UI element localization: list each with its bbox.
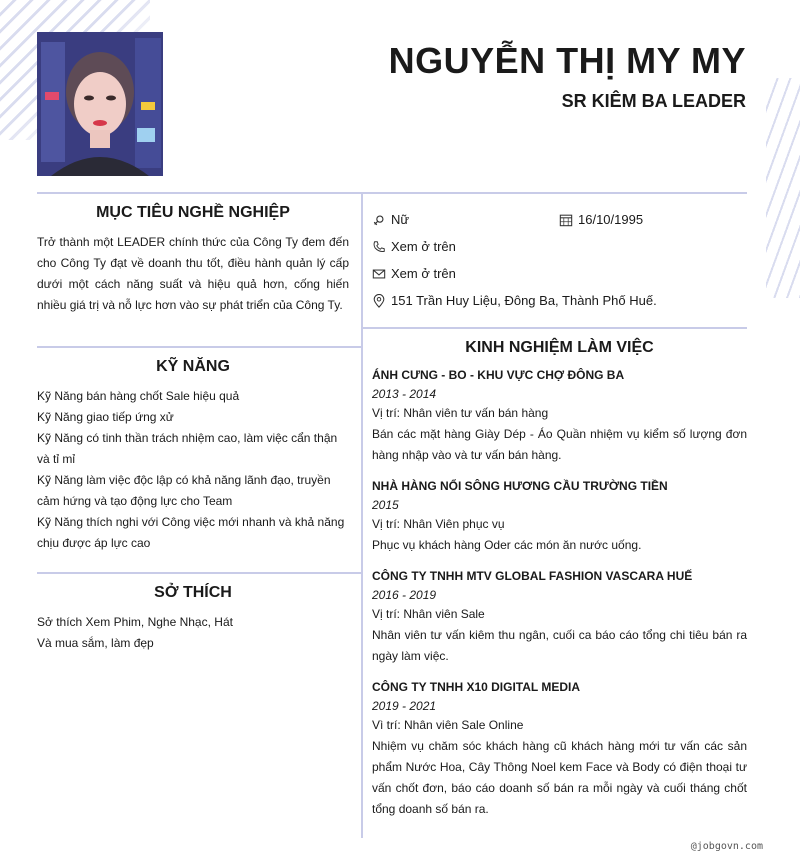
email-value[interactable]: Xem ở trên [391, 266, 456, 281]
candidate-job-title: SR KIÊM BA LEADER [561, 91, 746, 111]
gender-birthday-row [363, 206, 747, 233]
hobbies-section [37, 574, 361, 654]
email-row [363, 260, 747, 287]
experience-company: NHÀ HÀNG NỔI SÔNG HƯƠNG CẦU TRƯỜNG TIỀN [372, 479, 668, 493]
address-row [363, 287, 747, 314]
skill-item: Kỹ Năng bán hàng chốt Sale hiệu quả [37, 389, 240, 403]
experience-company: CÔNG TY TNHH MTV GLOBAL FASHION VASCARA HUẾ [372, 569, 693, 583]
experience-item [372, 476, 747, 556]
hobby-item: Và mua sắm, làm đẹp [37, 636, 154, 650]
right-column [363, 194, 747, 830]
candidate-name: NGUYỄN THỊ MY MY [388, 40, 746, 81]
experience-position: Vị trí: Nhân viên tư vấn bán hàng [372, 406, 549, 420]
birthday-cell [559, 212, 643, 227]
experience-period: 2013 - 2014 [372, 387, 437, 401]
experience-period: 2019 - 2021 [372, 699, 437, 713]
experience-description: Phục vụ khách hàng Oder các món ăn nước uống. [372, 538, 642, 552]
skill-item: Kỹ Năng thích nghi với Công việc mới nhanh và khả năng chịu được áp lực cao [37, 515, 345, 550]
objective-section [37, 194, 361, 336]
address-value: 151 Trần Huy Liệu, Đông Ba, Thành Phố Huế. [391, 293, 657, 308]
profile-photo-illustration [37, 32, 163, 176]
experience-period: 2016 - 2019 [372, 588, 437, 602]
contact-section [363, 194, 747, 327]
experience-position: Vì trí: Nhân viên Sale Online [372, 718, 524, 732]
skill-item: Kỹ Năng giao tiếp ứng xử [37, 410, 174, 424]
experience-company: CÔNG TY TNHH X10 DIGITAL MEDIA [372, 680, 581, 694]
phone-icon [372, 240, 386, 254]
experience-item [372, 677, 747, 820]
envelope-icon [372, 267, 386, 281]
calendar-icon [559, 213, 573, 227]
experience-company: ÁNH CƯNG - BO - KHU VỰC CHỢ ĐÔNG BA [372, 368, 625, 382]
gender-cell [372, 212, 559, 227]
phone-value[interactable]: Xem ở trên [391, 239, 456, 254]
experience-position: Vị trí: Nhân viên Sale [372, 607, 485, 621]
profile-photo [37, 32, 163, 176]
skills-section [37, 348, 361, 572]
phone-row [363, 233, 747, 260]
skills-heading: KỸ NĂNG [156, 358, 230, 375]
birthday-value: 16/10/1995 [578, 212, 644, 227]
skills-list [37, 386, 349, 554]
objective-heading: MỤC TIÊU NGHỀ NGHIỆP [96, 204, 290, 221]
experience-section [363, 329, 747, 820]
experience-list [372, 365, 747, 820]
hobbies-heading: SỞ THÍCH [154, 584, 232, 601]
experience-description: Bán các mặt hàng Giày Dép - Áo Quần nhiệm vụ kiểm số lượng đơn hàng nhập vào và tư vấn bán hàng. [372, 427, 747, 462]
experience-position: Vị trí: Nhân Viên phục vụ [372, 517, 505, 531]
left-column [37, 194, 361, 654]
experience-description: Nhân viên tư vấn kiêm thu ngân, cuối ca báo cáo tổng chi tiêu bán ra ngày làm việc. [372, 628, 747, 663]
gender-value: Nữ [391, 212, 410, 227]
hobbies-list [37, 612, 349, 654]
objective-text: Trở thành một LEADER chính thức của Công Ty đem đến cho Công Ty đạt về doanh thu tốt, điều hành quản lý cấp dưới một cách năng suất và hiệu quả hơn, cống hiến nhiều giá trị và nỗ lực hơn vào sự phát triển của Công Ty. [37, 235, 349, 312]
hobby-item: Sở thích Xem Phim, Nghe Nhạc, Hát [37, 615, 233, 629]
location-pin-icon [372, 294, 386, 308]
experience-period: 2015 [372, 498, 399, 512]
skill-item: Kỹ Năng có tinh thần trách nhiệm cao, làm việc cẩn thận và tỉ mỉ [37, 431, 338, 466]
gender-icon [372, 213, 386, 227]
experience-item [372, 365, 747, 466]
experience-item [372, 566, 747, 667]
decorative-stripes-right [766, 78, 800, 298]
skill-item: Kỹ Năng làm việc độc lập có khả năng lãnh đạo, truyền cảm hứng và tạo động lực cho Team [37, 473, 331, 508]
experience-description: Nhiệm vụ chăm sóc khách hàng cũ khách hàng mới tư vấn các sản phẩm Nước Hoa, Cây Thông Noel kem Face và Body có điện thoại tư vấn chốt đơn, báo cáo doanh số bán ra mỗi ngày và cuối tháng chốt tổng doanh số bán ra. [372, 739, 747, 816]
watermark: @jobgovn.com [690, 841, 763, 852]
experience-heading: KINH NGHIỆM LÀM VIỆC [465, 339, 654, 356]
